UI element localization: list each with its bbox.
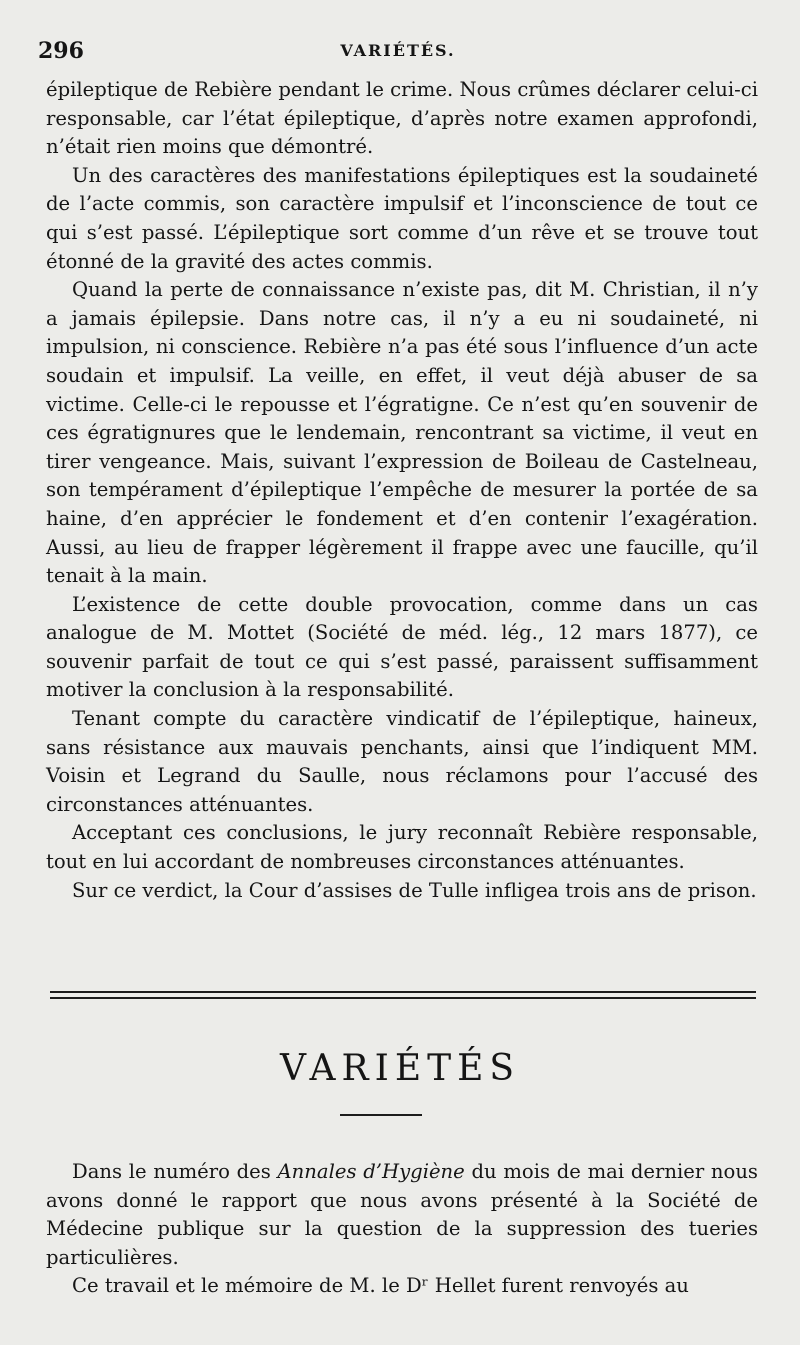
paragraph: [46, 1158, 758, 1272]
paragraph: Quand la perte de connaissance n’existe pas, dit M. Christian, il n’y a jamais épilepsie. Dans notre cas, il n’y a eu ni soudaineté, ni impulsion, ni conscience. Rebière n’a pas été sous l’influence d’un acte soudain et impulsif. La veille, en effet, il veut déjà abuser de sa victime. Celle-ci le repousse et l’égratigne. Ce n’est qu’en souvenir de ces égratignures que le lendemain, rencontrant sa victime, il veut en tirer vengeance. Mais, suivant l’expression de Boileau de Castelneau, son tempérament d’épileptique l’empêche de mesurer la portée de sa haine, d’en apprécier le fondement et d’en contenir l’exagération. Aussi, au lieu de frapper légèrement il frappe avec une faucille, qu’il tenait à la main.: [46, 278, 758, 588]
paragraph: Sur ce verdict, la Cour d’assises de Tulle infligea trois ans de prison.: [72, 878, 757, 902]
text-segment: du mois de mai dernier nous avons donné le rapport que nous avons présenté à la Société de Médecine publique sur la question de la suppression des tueries particulières.: [46, 1160, 758, 1269]
title-underline: [340, 1114, 422, 1116]
section-divider: [50, 991, 756, 999]
text-segment: Dans le numéro des: [72, 1160, 278, 1183]
paragraph: L’existence de cette double provocation, comme dans un cas analogue de M. Mottet (Société de méd. lég., 12 mars 1877), ce souvenir parfait de tout ce qui s’est passé, paraissent suffisamment motiver la conclusion à la responsabilité.: [46, 592, 758, 702]
paragraph: Acceptant ces conclusions, le jury reconnaît Rebière responsable, tout en lui accordant de nombreuses circonstances atténuantes.: [46, 821, 758, 874]
paragraph: Un des caractères des manifestations épileptiques est la soudaineté de l’acte commis, son caractère impulsif et l’inconscience de tout ce qui s’est passé. L’épileptique sort comme d’un rêve et se trouve tout étonné de la gravité des actes commis.: [46, 163, 758, 273]
main-text: [46, 76, 758, 905]
page-header: [38, 38, 758, 68]
section-title: VARIÉTÉS: [279, 1048, 521, 1089]
paragraph: Ce travail et le mémoire de M. le Dʳ Hellet furent renvoyés au: [72, 1274, 689, 1298]
paragraph: Tenant compte du caractère vindicatif de l’épileptique, haineux, sans résistance aux mauvais penchants, ainsi que l’indiquent MM. Voisin et Legrand du Saulle, nous réclamons pour l’accusé des circonstances atténuantes.: [46, 707, 758, 816]
paragraph: épileptique de Rebière pendant le crime. Nous crûmes déclarer celui-ci responsable, car l’état épileptique, d’après notre examen approfondi, n’était rien moins que démontré.: [46, 78, 758, 159]
journal-title: Annales d’Hygiène: [277, 1160, 465, 1183]
page-number: 296: [38, 38, 84, 64]
running-head: VARIÉTÉS.: [340, 41, 456, 60]
section-text: [46, 1158, 758, 1301]
